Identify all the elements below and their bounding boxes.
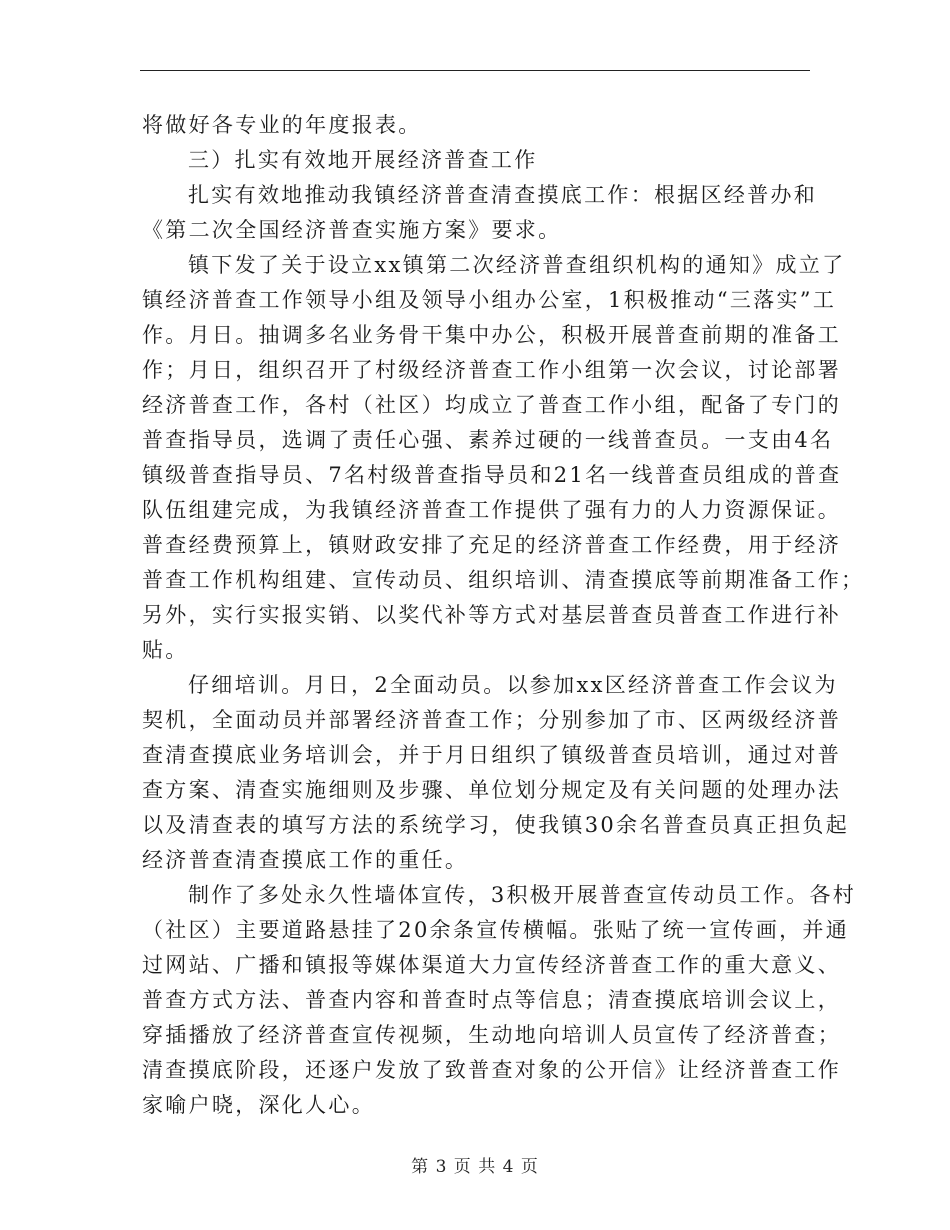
text-line: 队伍组建完成，为我镇经济普查工作提供了强有力的人力资源保证。	[142, 498, 841, 522]
text-line: 将做好各专业的年度报表。	[142, 113, 422, 137]
text-line: 镇级普查指导员、7名村级普查指导员和21名一线普查员组成的普查	[142, 463, 842, 487]
text-line: 穿插播放了经济普查宣传视频，生动地向培训人员宣传了经济普查；	[142, 1023, 841, 1047]
text-line: 作。月日。抽调多名业务骨干集中办公，积极开展普查前期的准备工	[142, 323, 841, 347]
header-rule	[140, 70, 810, 71]
text-line: 经济普查工作，各村（社区）均成立了普查工作小组，配备了专门的	[142, 393, 841, 417]
text-line: 扎实有效地推动我镇经济普查清查摸底工作：根据区经普办和	[188, 183, 818, 207]
text-line: 作；月日，组织召开了村级经济普查工作小组第一次会议，讨论部署	[142, 358, 841, 382]
text-line: 以及清查表的填写方法的系统学习，使我镇30余名普查员真正担负起	[142, 813, 850, 837]
text-line: （社区）主要道路悬挂了20余条宣传横幅。张贴了统一宣传画，并通	[142, 918, 850, 942]
text-line: 《第二次全国经济普查实施方案》要求。	[142, 218, 562, 242]
text-line: 经济普查清查摸底工作的重任。	[142, 848, 469, 872]
page-number-label: 第 3 页 共 4 页	[411, 1157, 539, 1177]
text-line: 仔细培训。月日，2全面动员。以参加xx区经济普查工作会议为	[188, 673, 838, 697]
text-line: 贴。	[142, 638, 189, 662]
text-line: 三）扎实有效地开展经济普查工作	[188, 148, 538, 172]
page-footer	[0, 1152, 950, 1177]
text-line: 另外，实行实报实销、以奖代补等方式对基层普查员普查工作进行补	[142, 603, 841, 627]
text-line: 契机，全面动员并部署经济普查工作；分别参加了市、区两级经济普	[142, 708, 841, 732]
text-line: 普查经费预算上，镇财政安排了充足的经济普查工作经费，用于经济	[142, 533, 841, 557]
text-line: 普查方式方法、普查内容和普查时点等信息；清查摸底培训会议上，	[142, 988, 841, 1012]
text-line: 清查摸底阶段，还逐户发放了致普查对象的公开信》让经济普查工作	[142, 1058, 841, 1082]
text-line: 镇下发了关于设立xx镇第二次经济普查组织机构的通知》成立了	[188, 253, 846, 277]
document-body	[142, 108, 865, 1123]
text-line: 家喻户晓，深化人心。	[142, 1093, 375, 1117]
text-line: 查方案、清查实施细则及步骤、单位划分规定及有关问题的处理办法	[142, 778, 841, 802]
text-line: 过网站、广播和镇报等媒体渠道大力宣传经济普查工作的重大意义、	[142, 953, 841, 977]
text-line: 镇经济普查工作领导小组及领导小组办公室，1积极推动“三落实”工	[142, 288, 837, 312]
text-line: 普查指导员，选调了责任心强、素养过硬的一线普查员。一支由4名	[142, 428, 834, 452]
text-line: 查清查摸底业务培训会，并于月日组织了镇级普查员培训，通过对普	[142, 743, 841, 767]
text-line: 制作了多处永久性墙体宣传，3积极开展普查宣传动员工作。各村	[188, 883, 857, 907]
text-line: 普查工作机构组建、宣传动员、组织培训、清查摸底等前期准备工作；	[142, 568, 865, 592]
